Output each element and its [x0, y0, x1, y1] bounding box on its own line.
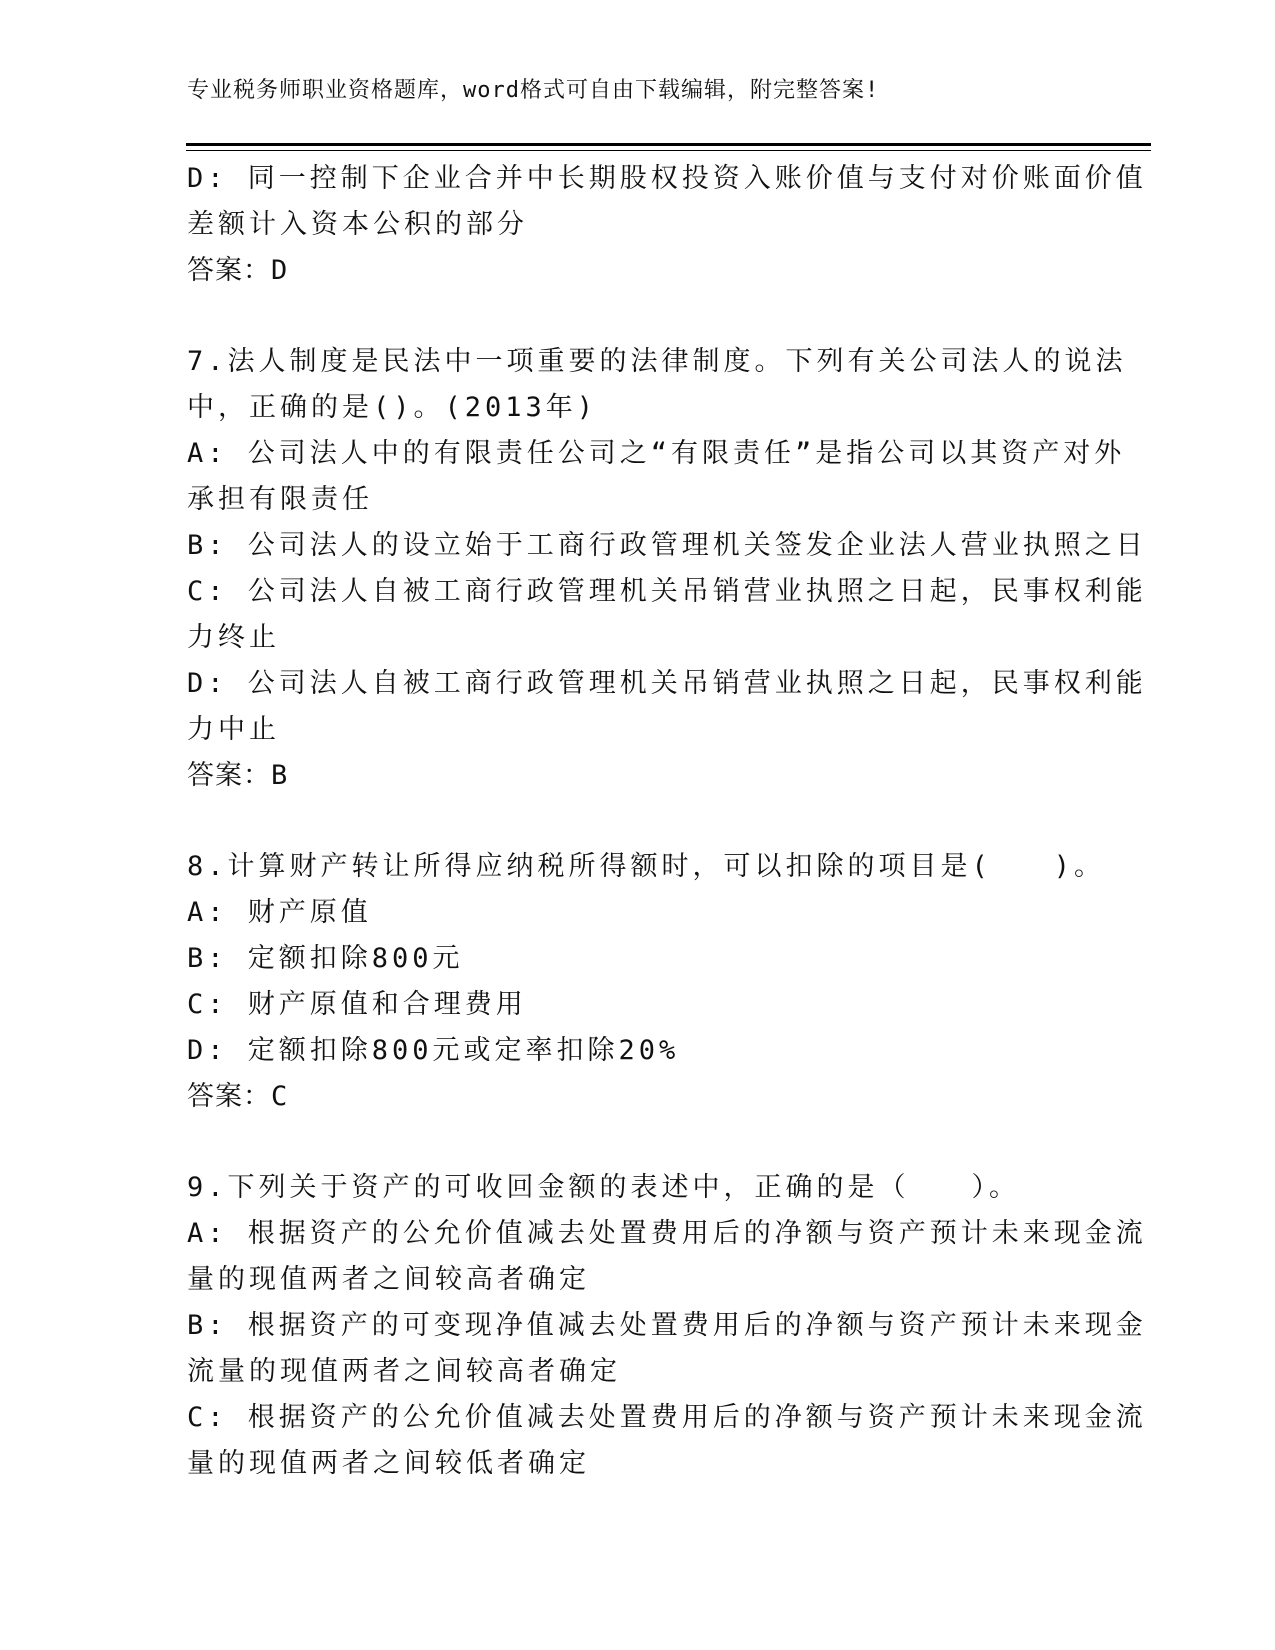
block-spacer: [187, 1120, 1087, 1165]
option-a: A: 根据资产的公允价值减去处置费用后的净额与资产预计未来现金流: [187, 1218, 1147, 1249]
option-a: 承担有限责任: [187, 484, 373, 515]
question-block: [187, 156, 1147, 294]
text-line: 差额计入资本公积的部分: [187, 209, 528, 240]
block-spacer: [187, 799, 1087, 844]
option-d: 力中止: [187, 714, 280, 745]
header-rule-thin: [186, 150, 1151, 151]
question-block: [187, 1165, 1147, 1487]
header-note: 专业税务师职业资格题库，word格式可自由下载编辑，附完整答案!: [187, 78, 880, 103]
text-line: D: 同一控制下企业合并中长期股权投资入账价值与支付对价账面价值: [187, 163, 1147, 194]
answer-line: 答案：C: [187, 1081, 289, 1112]
option-b: B: 根据资产的可变现净值减去处置费用后的净额与资产预计未来现金: [187, 1310, 1147, 1341]
option-b: 流量的现值两者之间较高者确定: [187, 1356, 621, 1387]
option-a: A: 公司法人中的有限责任公司之“有限责任”是指公司以其资产对外: [187, 438, 1126, 469]
question-content: [187, 156, 1147, 1487]
block-spacer: [187, 294, 1087, 339]
answer-line: 答案：D: [187, 255, 289, 286]
option-c: 量的现值两者之间较低者确定: [187, 1448, 590, 1479]
option-b: B: 定额扣除800元: [187, 943, 464, 974]
option-c: C: 公司法人自被工商行政管理机关吊销营业执照之日起，民事权利能: [187, 576, 1147, 607]
option-b: B: 公司法人的设立始于工商行政管理机关签发企业法人营业执照之日: [187, 530, 1147, 561]
question-stem: 9.下列关于资产的可收回金额的表述中，正确的是（ ）。: [187, 1172, 1021, 1203]
option-c: 力终止: [187, 622, 280, 653]
question-block: [187, 844, 1106, 1120]
question-block: [187, 339, 1147, 799]
option-d: D: 公司法人自被工商行政管理机关吊销营业执照之日起，民事权利能: [187, 668, 1147, 699]
option-a: A: 财产原值: [187, 897, 372, 928]
header-rule-thick: [186, 143, 1151, 146]
option-a: 量的现值两者之间较高者确定: [187, 1264, 590, 1295]
option-c: C: 根据资产的公允价值减去处置费用后的净额与资产预计未来现金流: [187, 1402, 1147, 1433]
question-stem: 7.法人制度是民法中一项重要的法律制度。下列有关公司法人的说法: [187, 346, 1127, 377]
question-stem: 中，正确的是()。(2013年): [187, 392, 598, 423]
answer-line: 答案：B: [187, 760, 289, 791]
option-c: C: 财产原值和合理费用: [187, 989, 527, 1020]
option-d: D: 定额扣除800元或定率扣除20%: [187, 1035, 680, 1066]
question-stem: 8.计算财产转让所得应纳税所得额时，可以扣除的项目是( )。: [187, 851, 1106, 882]
